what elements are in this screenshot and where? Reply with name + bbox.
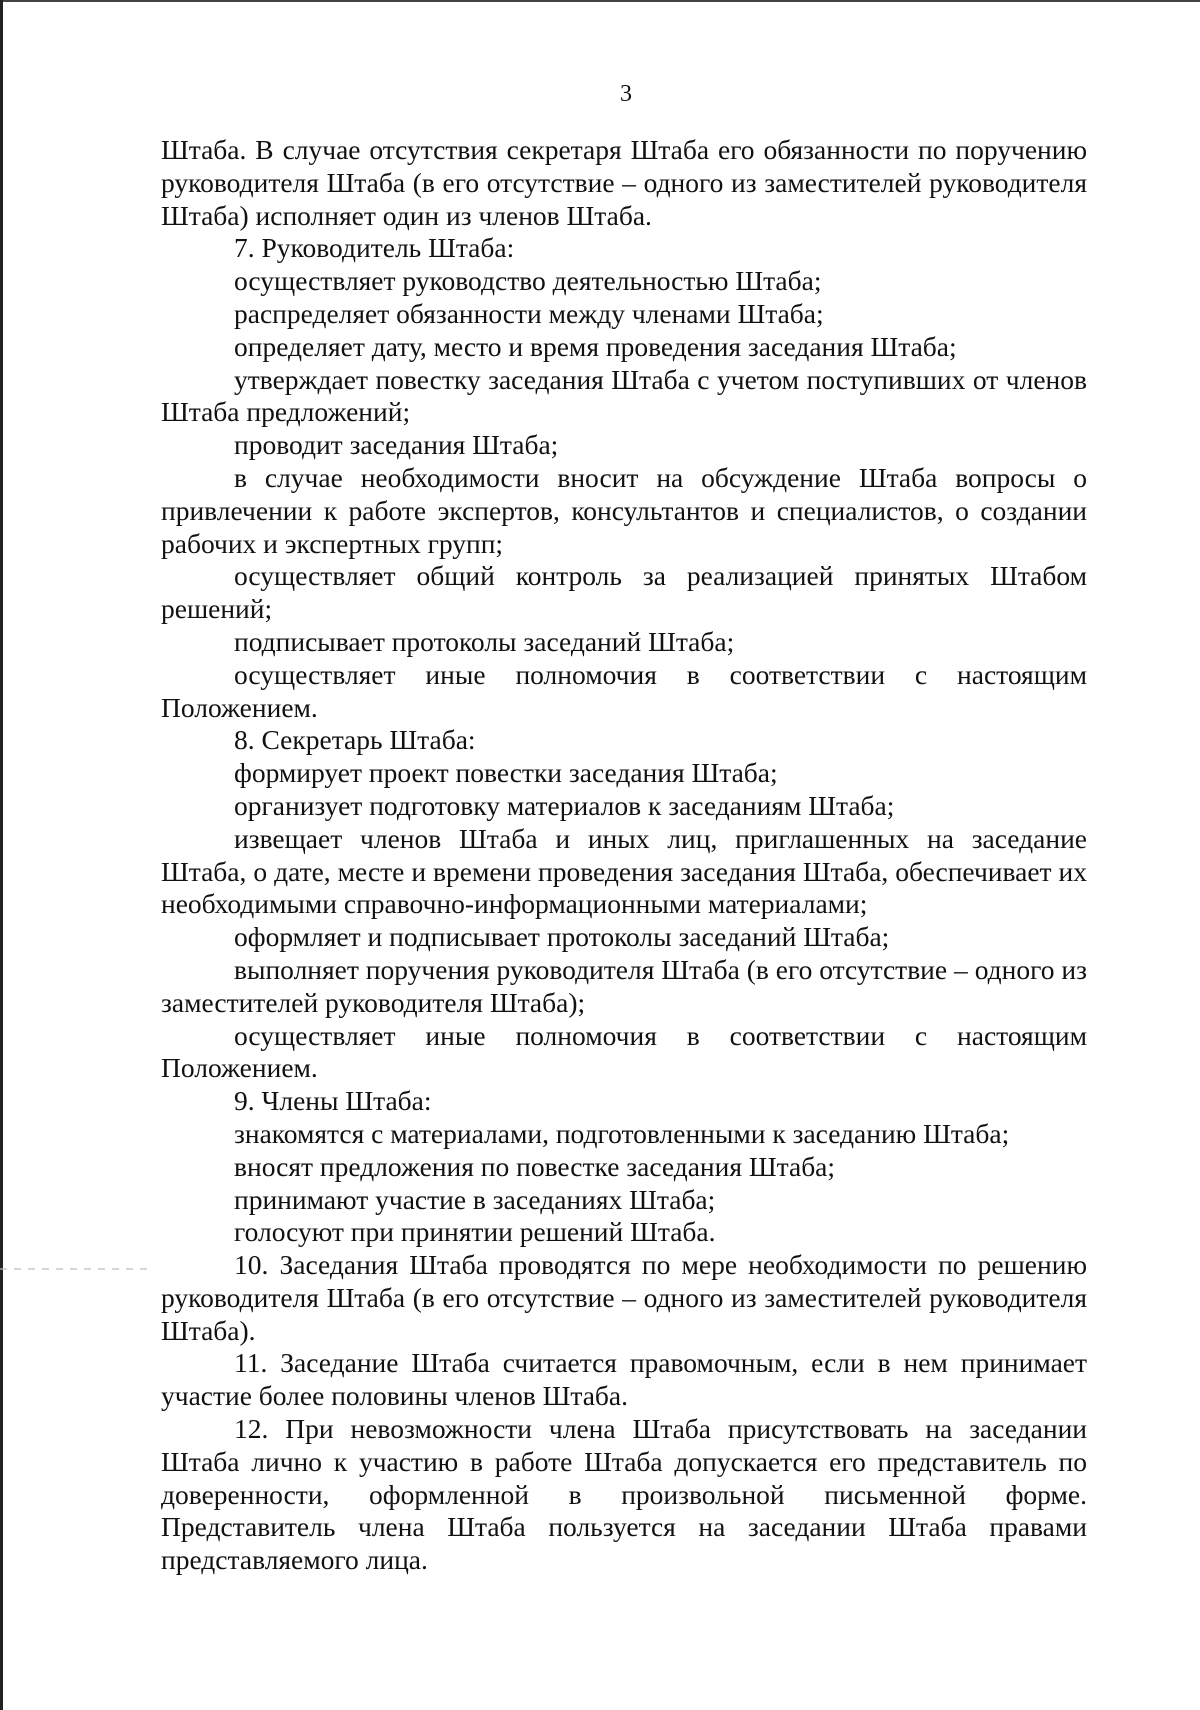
list-item: осуществляет иные полномочия в соответствии с настоящим Положением. <box>161 658 1087 723</box>
section-heading-9: 9. Члены Штаба: <box>234 1085 432 1117</box>
list-item: проводит заседания Штаба; <box>234 429 559 461</box>
scan-top-edge <box>0 0 1200 2</box>
list-item: утверждает повестку заседания Штаба с учетом поступивших от членов Штаба предложений; <box>161 363 1087 428</box>
list-item: голосуют при принятии решений Штаба. <box>234 1216 716 1248</box>
list-item: знакомятся с материалами, подготовленными к заседанию Штаба; <box>234 1117 1010 1149</box>
section-heading-8: 8. Секретарь Штаба: <box>234 724 476 756</box>
section-paragraph-12: 12. При невозможности члена Штаба присутствовать на заседании Штаба лично к участию в работе Штаба допускается его представитель по доверенности, оформленной в произвольной письменной форме. Представитель члена Штаба пользуется на заседании Штаба правами представляемого лица. <box>161 1413 1087 1576</box>
list-item: выполняет поручения руководителя Штаба (в его отсутствие – одного из заместителей руководителя Штаба); <box>161 953 1087 1018</box>
list-item: осуществляет руководство деятельностью Штаба; <box>234 265 822 297</box>
list-item: формирует проект повестки заседания Штаба; <box>234 757 778 789</box>
list-item: извещает членов Штаба и иных лиц, приглашенных на заседание Штаба, о дате, месте и времени проведения заседания Штаба, обеспечивает их необходимыми справочно-информационными материалами; <box>161 822 1087 920</box>
list-item: принимают участие в заседаниях Штаба; <box>234 1183 716 1215</box>
page-number: 3 <box>620 81 632 107</box>
scan-left-edge <box>0 0 3 1710</box>
list-item: в случае необходимости вносит на обсуждение Штаба вопросы о привлечении к работе экспертов, консультантов и специалистов, о создании рабочих и экспертных групп; <box>161 461 1087 559</box>
section-heading-7: 7. Руководитель Штаба: <box>234 232 515 264</box>
list-item: осуществляет иные полномочия в соответствии с настоящим Положением. <box>161 1019 1087 1084</box>
list-item: осуществляет общий контроль за реализацией принятых Штабом решений; <box>161 560 1087 625</box>
paragraph-continuation: Штаба. В случае отсутствия секретаря Штаба его обязанности по поручению руководителя Штаба (в его отсутствие – одного из заместителей руководителя Штаба) исполняет один из членов Штаба. <box>161 134 1087 231</box>
list-item: организует подготовку материалов к заседаниям Штаба; <box>234 789 895 821</box>
list-item: оформляет и подписывает протоколы заседаний Штаба; <box>234 921 890 953</box>
scan-artifact-line <box>0 1268 150 1270</box>
list-item: определяет дату, место и время проведения заседания Штаба; <box>234 330 957 362</box>
section-paragraph-11: 11. Заседание Штаба считается правомочным, если в нем принимает участие более половины членов Штаба. <box>161 1347 1087 1412</box>
list-item: подписывает протоколы заседаний Штаба; <box>234 625 735 657</box>
document-body <box>161 134 1087 1577</box>
section-paragraph-10: 10. Заседания Штаба проводятся по мере необходимости по решению руководителя Штаба (в его отсутствие – одного из заместителей руководителя Штаба). <box>161 1249 1087 1346</box>
list-item: распределяет обязанности между членами Штаба; <box>234 297 824 329</box>
list-item: вносят предложения по повестке заседания Штаба; <box>234 1150 836 1182</box>
